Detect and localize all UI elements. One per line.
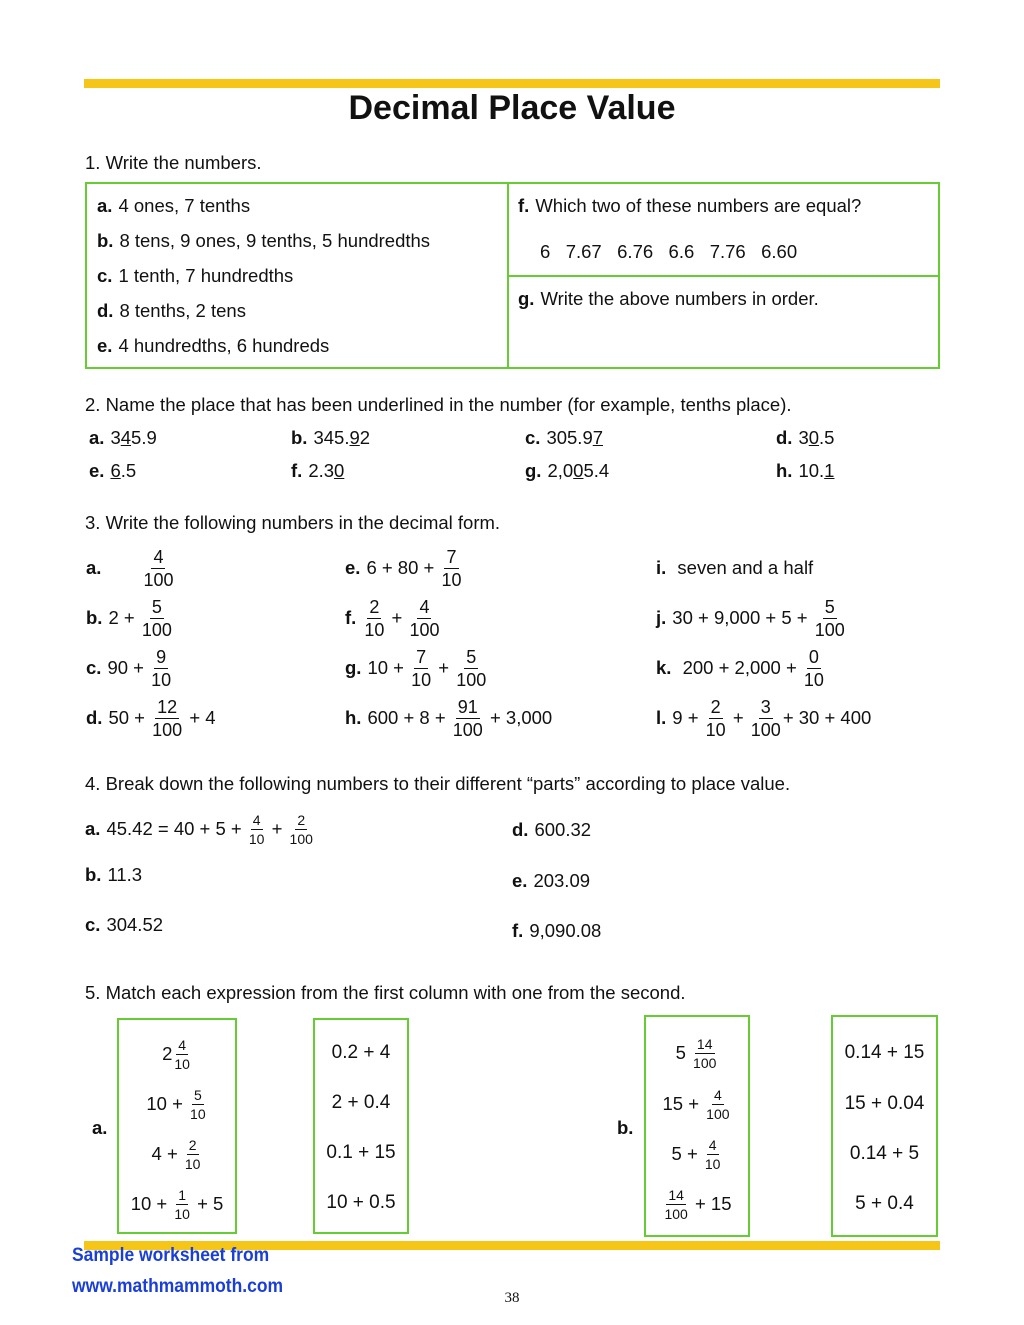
fraction: $\frac{1}{10}$ (174, 1186, 190, 1222)
q5a-left-item-1: 2 $\frac{4}{10}$ (162, 1036, 190, 1072)
fraction: $\frac{4}{100}$ (143, 546, 174, 590)
q1-prompt: 1. Write the numbers. (85, 152, 262, 173)
q5b-left-item-4: $\frac{14}{100}$ + 15 (664, 1186, 732, 1222)
q1-item-g: g. Write the above numbers in order. (518, 288, 819, 309)
q2-item-b: b. 345.92 (291, 427, 371, 448)
q2-item-e: e. 6.5 (89, 460, 137, 481)
q3-item-l: l. 9 + $\frac{2}{10}$ + $\frac{3}{100}$ + 30 + 400 (656, 696, 872, 740)
q3-item-g: g. 10 + $\frac{7}{10}$ + $\frac{5}{100}$ (345, 646, 487, 690)
fraction: $\frac{14}{100}$ (664, 1186, 688, 1222)
q2-prompt: 2. Name the place that has been underlined in the number (for example, tenths place). (85, 394, 792, 415)
q3-item-i: i. seven and a half (656, 557, 814, 578)
fraction: $\frac{14}{100}$ (693, 1035, 717, 1071)
q1-table-divider-h (508, 275, 940, 277)
fraction: $\frac{5}{100}$ (141, 596, 172, 640)
q1-item-f-numbers: 6 7.67 6.76 6.6 7.76 6.60 (540, 241, 798, 262)
q1-item-f: f. Which two of these numbers are equal? (518, 195, 862, 216)
q5b-right-item-4: 5 + 0.4 (855, 1193, 914, 1214)
footer-link[interactable]: www.mathmammoth.com (72, 1276, 284, 1297)
q5a-left-box (117, 1018, 237, 1234)
q1-item-c: c. 1 tenth, 7 hundredths (97, 265, 294, 286)
q4-prompt: 4. Break down the following numbers to their different “parts” according to place value. (85, 773, 791, 794)
q4-item-e: e. 203.09 (512, 870, 591, 891)
fraction: $\frac{4}{10}$ (704, 1136, 721, 1172)
q1-item-a: a. 4 ones, 7 tenths (97, 195, 251, 216)
fraction: $\frac{91}{100}$ (452, 696, 483, 740)
fraction: $\frac{4}{10}$ (248, 811, 265, 847)
fraction: $\frac{7}{10}$ (441, 546, 462, 590)
q4-item-d: d. 600.32 (512, 819, 592, 840)
fraction: $\frac{9}{10}$ (151, 646, 172, 690)
q3-item-f: f. $\frac{2}{10}$ + $\frac{4}{100}$ (345, 596, 440, 640)
q5a-right-box (313, 1018, 409, 1234)
fraction: $\frac{7}{10}$ (411, 646, 432, 690)
q3-item-j: j. 30 + 9,000 + 5 + $\frac{5}{100}$ (656, 596, 845, 640)
q3-item-c: c. 90 + $\frac{9}{10}$ (86, 646, 172, 690)
q5b-left-item-3: 5 + $\frac{4}{10}$ (671, 1136, 721, 1172)
q5a-right-item-2: 2 + 0.4 (331, 1092, 391, 1113)
q5b-left-box (644, 1015, 750, 1237)
q3-item-b: b. 2 + $\frac{5}{100}$ (86, 596, 172, 640)
q3-item-e: e. 6 + 80 + $\frac{7}{10}$ (345, 546, 462, 590)
q4-item-c: c. 304.52 (85, 914, 164, 935)
q5a-right-item-1: 0.2 + 4 (331, 1042, 391, 1063)
q5b-right-item-1: 0.14 + 15 (844, 1042, 925, 1063)
fraction: $\frac{3}{100}$ (750, 696, 781, 740)
q4-item-a: a. 45.42 = 40 + 5 + $\frac{4}{10}$ + $\frac{2}{100}$ (85, 811, 313, 847)
q2-item-a: a. 345.9 (89, 427, 157, 448)
fraction: $\frac{2}{10}$ (364, 596, 385, 640)
q3-item-h: h. 600 + 8 + $\frac{91}{100}$ + 3,000 (345, 696, 553, 740)
q5-label-a: a. (92, 1117, 108, 1138)
footer-line-1: Sample worksheet from (72, 1245, 270, 1266)
q5b-left-item-2: 15 + $\frac{4}{100}$ (662, 1086, 730, 1122)
q2-item-c: c. 305.97 (525, 427, 604, 448)
fraction: $\frac{4}{100}$ (706, 1086, 730, 1122)
q3-item-a: a. $\frac{4}{100}$ (86, 546, 174, 590)
q5a-left-item-3: 4 + $\frac{2}{10}$ (151, 1136, 201, 1172)
fraction: $\frac{5}{100}$ (456, 646, 487, 690)
q5a-right-item-3: 0.1 + 15 (326, 1142, 396, 1163)
fraction: $\frac{4}{10}$ (174, 1036, 190, 1072)
q5-label-b: b. (617, 1117, 634, 1138)
q4-item-b: b. 11.3 (85, 864, 143, 885)
fraction: $\frac{2}{10}$ (184, 1136, 201, 1172)
q1-item-b: b. 8 tens, 9 ones, 9 tenths, 5 hundredths (97, 230, 431, 251)
fraction: $\frac{12}{100}$ (152, 696, 183, 740)
q3-item-d: d. 50 + $\frac{12}{100}$ + 4 (86, 696, 216, 740)
q5a-right-item-4: 10 + 0.5 (326, 1192, 396, 1213)
fraction: $\frac{2}{100}$ (289, 811, 313, 847)
q5b-right-box (831, 1015, 938, 1237)
q5a-left-item-4: 10 + $\frac{1}{10}$ + 5 (130, 1186, 224, 1222)
top-accent-bar (84, 79, 940, 88)
q5b-right-item-3: 0.14 + 5 (849, 1143, 920, 1164)
q3-item-k: k. 200 + 2,000 + $\frac{0}{10}$ (656, 646, 824, 690)
page-number: 38 (504, 1290, 520, 1306)
q2-item-f: f. 2.30 (291, 460, 345, 481)
q4-item-f: f. 9,090.08 (512, 920, 602, 941)
q1-item-e: e. 4 hundredths, 6 hundreds (97, 335, 330, 356)
fraction: $\frac{4}{100}$ (409, 596, 440, 640)
fraction: $\frac{5}{10}$ (190, 1086, 206, 1122)
fraction: $\frac{5}{100}$ (814, 596, 845, 640)
q5a-left-item-2: 10 + $\frac{5}{10}$ (146, 1086, 206, 1122)
fraction: $\frac{0}{10}$ (803, 646, 824, 690)
q2-item-d: d. 30.5 (776, 427, 835, 448)
q3-prompt: 3. Write the following numbers in the decimal form. (85, 512, 501, 533)
q5-prompt: 5. Match each expression from the first column with one from the second. (85, 982, 686, 1003)
q2-item-h: h. 10.1 (776, 460, 835, 481)
q5b-right-item-2: 15 + 0.04 (844, 1093, 925, 1114)
q1-item-d: d. 8 tenths, 2 tens (97, 300, 246, 321)
q2-item-g: g. 2,005.4 (525, 460, 610, 481)
page-title: Decimal Place Value (348, 89, 676, 127)
q5b-left-item-1: 5 $\frac{14}{100}$ (675, 1035, 717, 1071)
fraction: $\frac{2}{10}$ (705, 696, 726, 740)
